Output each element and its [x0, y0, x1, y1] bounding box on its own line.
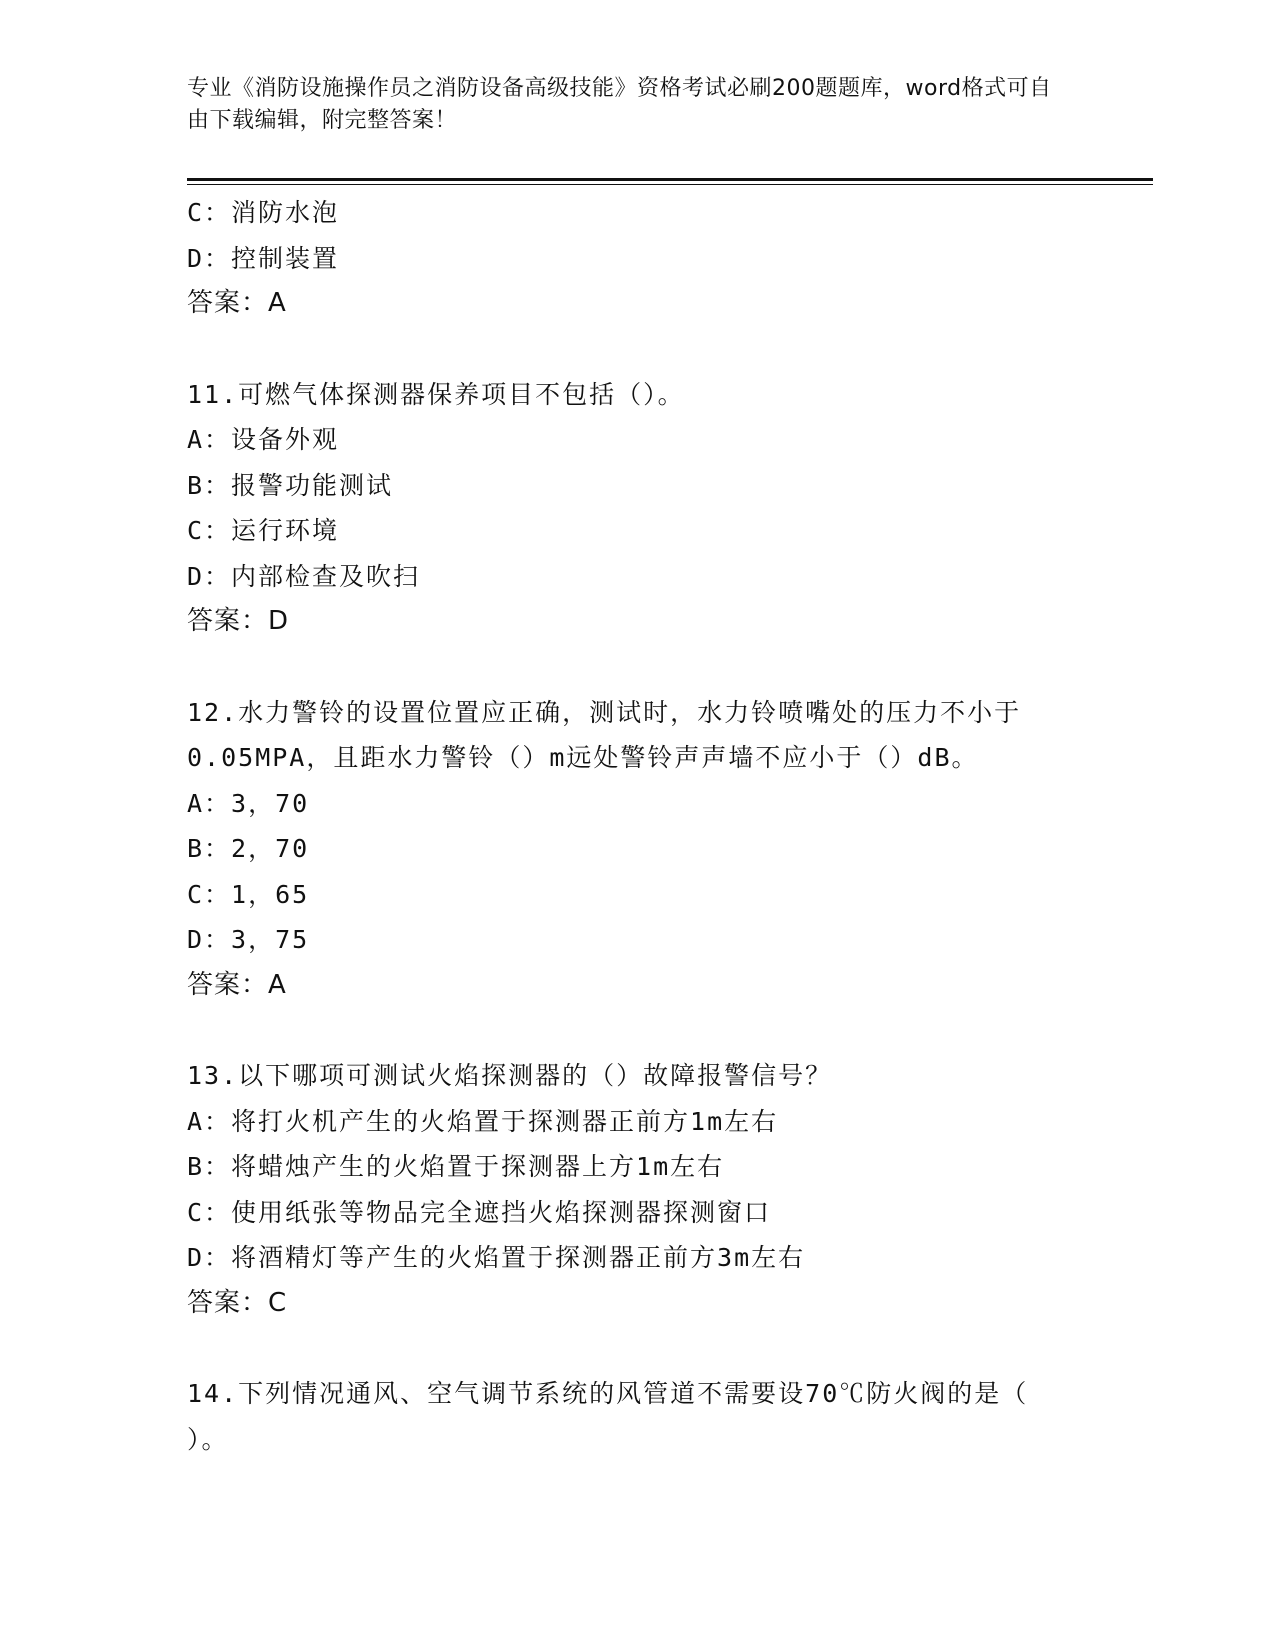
- document-header: 专业《消防设施操作员之消防设备高级技能》资格考试必刷200题题库，word格式可自由下载编辑，附完整答案！: [187, 76, 1052, 133]
- header-rule-thick: [187, 178, 1153, 181]
- q12-option-d: D：3，75: [187, 925, 310, 954]
- q11-question: 11.可燃气体探测器保养项目不包括（）。: [187, 379, 685, 409]
- q14-question-line1: 14.下列情况通风、空气调节系统的风管道不需要设70℃防火阀的是（: [187, 1379, 1029, 1408]
- q12-answer: 答案：A: [187, 969, 287, 1000]
- prev-option-d: D：控制装置: [187, 243, 340, 273]
- prev-answer: 答案：A: [187, 288, 287, 318]
- q13-option-a: A：将打火机产生的火焰置于探测器正前方1m左右: [187, 1106, 779, 1136]
- q13-answer: 答案：C: [187, 1287, 288, 1318]
- q13-option-b: B：将蜡烛产生的火焰置于探测器上方1m左右: [187, 1152, 725, 1181]
- q11-option-d: D：内部检查及吹扫: [187, 561, 421, 591]
- q13-question: 13.以下哪项可测试火焰探测器的（）故障报警信号？: [187, 1061, 833, 1090]
- q13-option-c: C：使用纸张等物品完全遮挡火焰探测器探测窗口: [187, 1197, 772, 1227]
- q12-question-line2: 0.05MPA，且距水力警铃（）m远处警铃声声墙不应小于（）dB。: [187, 743, 979, 772]
- q11-option-b: B：报警功能测试: [187, 470, 394, 500]
- question-content: [187, 190, 1087, 1462]
- q12-option-c: C：1，65: [187, 879, 310, 909]
- q12-option-b: B：2，70: [187, 834, 310, 863]
- q12-question-line1: 12.水力警铃的设置位置应正确，测试时，水力铃喷嘴处的压力不小于: [187, 697, 1022, 727]
- q11-option-c: C：运行环境: [187, 516, 340, 545]
- prev-option-c: C：消防水泡: [187, 198, 340, 227]
- q11-answer: 答案：D: [187, 606, 290, 636]
- q14-question-line2: ）。: [187, 1424, 229, 1454]
- q11-option-a: A：设备外观: [187, 425, 340, 454]
- q13-option-d: D：将酒精灯等产生的火焰置于探测器正前方3m左右: [187, 1243, 806, 1272]
- q12-option-a: A：3，70: [187, 788, 310, 818]
- header-rule-thin: [187, 184, 1153, 185]
